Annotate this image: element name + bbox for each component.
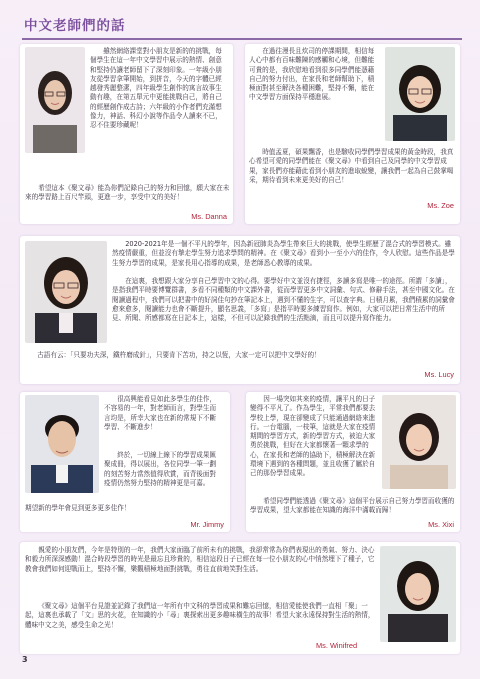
signature-jimmy: Mr. Jimmy (190, 520, 224, 529)
signature-lucy: Ms. Lucy (424, 370, 454, 379)
message-winifred-para2: 《聚文尋》這個平台見證並記錄了我們這一年所有中文科的學習成果和難忘回憶，相信愛能使我們一直相「聚」一起，這裏也承載了「文」思的火花，在知識的小「尋」裏探索出更多趣味橫生的故事！希望大家永遠保持對生活的熱情，體味中文之美，感受生命之光！ (25, 602, 375, 629)
message-jimmy-para3: 期望新的學年會見到更多更多佳作！ (25, 504, 131, 512)
message-zoe (245, 44, 460, 224)
message-winifred-para1: 親愛的小朋友們，今年是特別的一年，我們大家面臨了前所未有的挑戰，我卻常常為你們表現出的勇氣、努力、決心和毅力所深深感動！混合時段學習的時光是最忘且珍貴的，相信這段日子已經在每一位小朋友的心中悄然埋下了種子，它教會我們如何迎戰而上，堅持不懈，樂觀積極地面對挑戰，勇往直前地笑對生活。 (25, 546, 375, 573)
signature-winifred: Ms. Winifred (316, 641, 358, 650)
portrait-xixi (382, 395, 456, 489)
page-title: 中文老師們的話 (24, 18, 126, 34)
message-zoe-para2: 時值孟夏，碩果飄香，也是驗收同學們學習成果的黃金時段，我真心希望可愛的同學們能在《聚文尋》中看到自己及同學的中文學習成果，家長們亦能藉此看到小朋友的進取蛻變，讓我們一起為自己鼓掌喝采，期待看到未來更美好的自己！ (249, 148, 454, 184)
portrait-danna (25, 47, 85, 153)
message-lucy-para3: 古語有云：「只要功夫深，鐵杵磨成針」，只要肯下苦功，持之以恆，大家一定可以把中文學好的！ (37, 351, 321, 359)
portrait-zoe (385, 47, 455, 141)
signature-zoe: Ms. Zoe (427, 201, 454, 210)
message-lucy-para1: 2020-2021年是一個不平凡的學年，因為新冠肺炎為學生帶來巨大的挑戰，使學生經歷了混合式的學習模式。雖然疫情嚴重，但並沒有摯走學生努力追求學問的精神。在《聚文尋》看到小一至小六的佳作，令人欣慰。這些作品是學生努力學習的成果，是家長用心指導的成果，是老師悉心教導的成果。 (112, 240, 455, 267)
message-xixi-para2: 希望同學們能透過《聚文尋》這個平台展示自己努力學習而收獲的學習成果，望大家都能在知識的海洋中滿載而歸！ (250, 497, 455, 515)
portrait-winifred (380, 546, 456, 642)
message-winifred (20, 542, 460, 654)
message-lucy-para2: 在這裏，我想跟大家分享自己學習中文的心得。要學好中文並沒有捷徑，多讀多寫是唯一的途徑。所謂「多讀」，是指我們平時要博覽群書，多看不同種類的中文課外書，從而學習更多中文詞彙、句式、修辭手法，甚至中國文化。在閱讀過程中，我們可以把書中的好詞佳句抄在筆記本上，遇到不懂的生字，可以查字典。日積月累，我們積累的詞彙會愈來愈多，閱讀能力也會不斷提升，顯名思義，「多寫」是指平時要多練習寫作。例如，大家可以把日常生活中的所見、所聞、所感都寫在日記本上，這樣，不但可以記錄我們的生活點滴，而且可以提升寫作能力。 (112, 277, 455, 323)
signature-xixi: Ms. Xixi (428, 520, 454, 529)
message-xixi (246, 392, 460, 532)
message-jimmy-para2: 終於，一切線上線下的學習成果匯聚成冊，得以展出，各位同學一筆一劃的刻苦努力當然值得欣賞，而背後面對疫情仍然努力堅持的精神更是可嘉。 (104, 451, 217, 487)
message-danna (20, 44, 233, 224)
message-xixi-para1: 因一場突如其來的疫情，讓平凡的日子變得不平凡了。作為學生，平常我們都要去學校上學，現在卻變成了只能通過網絡來進行。一台電腦，一枝筆，這就是大家在疫情期間的學習方式，新的學習方式，被迫大家勇於挑戰，但好在大家都懷著一顆求學的心，在家長和老師的協助下，積極解決在新環境下遇到的各種問題，並且收獲了屬於自己的那份學習成果。 (250, 395, 376, 478)
portrait-lucy (25, 241, 107, 343)
page-number: 3 (22, 655, 28, 664)
signature-danna: Ms. Danna (191, 212, 227, 221)
message-danna-para1: 雖然網絡課堂對小朋友是新的的挑戰，每個學生在這一年中文學習中展示的熱情、創意和堅持仍讓老師留下了深刻印象。一年級小朋友從學習拿筆開始，到拼音，今天的字體已經越發秀麗整潔，四年級學生創作的寓言故事生動有趣，在第五單元中更能挑戰自己，將自己的經歷創作成古詩；六年級的小作者們充滿想像力，神話、科幻小說等作品令人讀來不已，忍不住要珍藏呢！ (90, 47, 222, 130)
message-jimmy (20, 392, 230, 532)
portrait-jimmy (25, 395, 99, 493)
message-jimmy-para1: 很高興能看見如此多學生的佳作，不容易的一年，對老師而言，對學生而言均是，所幸大家也在新的常規下不斷學習、不斷進步！ (104, 395, 217, 431)
message-lucy (20, 236, 460, 384)
message-zoe-para1: 在過往漫長且炊司的停課期間，相信每人心中都有百味難陳的感觸和心境，但難能可貴的是，我欣慰地看到很多同學們能憑藉自己的努力付出，在家長和老師幫助下，積極面對甚至解決各種困難，堅持不懈，能在中文學習方面保持平穩進展。 (249, 47, 375, 102)
message-danna-para2: 希望這本《聚文尋》能為你們記錄自己的努力和回憶，願大家在未來的學習路上百尺竿頭，更進一步，享受中文的美好！ (25, 184, 230, 202)
page-header (22, 10, 462, 40)
